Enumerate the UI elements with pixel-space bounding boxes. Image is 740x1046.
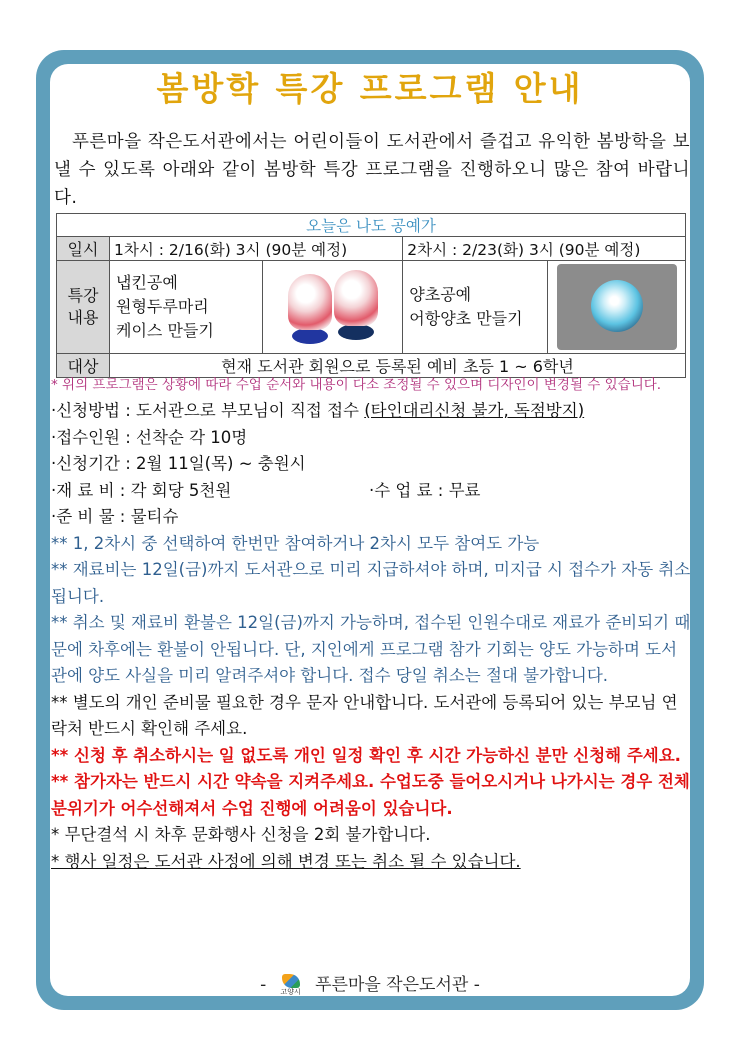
tuition-fee: ·수 업 료 : 무료 bbox=[369, 480, 481, 500]
note-item: * 무단결석 시 차후 문화행사 신청을 2회 불가합니다. bbox=[51, 825, 431, 844]
footer: - 고양시 푸른마을 작은도서관 - bbox=[260, 975, 480, 996]
target-audience: 현재 도서관 회원으로 등록된 예비 초등 1 ~ 6학년 bbox=[110, 354, 686, 378]
note-item: ** 1, 2차시 중 선택하여 한번만 참여하거나 2차시 모두 참여도 가능 bbox=[51, 533, 540, 553]
session-2-date: 2차시 : 2/23(화) 3시 (90분 예정) bbox=[403, 237, 686, 261]
adjustment-notice: * 위의 프로그램은 상황에 따라 수업 순서와 내용이 다소 조정될 수 있으며 디자인이 변경될 수 있습니다. bbox=[51, 377, 662, 393]
supplies-line: ·준 비 물 : 물티슈 bbox=[51, 507, 179, 526]
notes-section bbox=[51, 374, 691, 875]
city-logo-icon: 고양시 bbox=[276, 974, 306, 996]
note-item: * 행사 일정은 도서관 사정에 의해 변경 또는 취소 될 수 있습니다. bbox=[51, 851, 521, 871]
schedule-label: 일시 bbox=[57, 237, 110, 261]
notes-list bbox=[51, 531, 691, 876]
note-item: ** 신청 후 취소하시는 일 없도록 개인 일정 확인 후 시간 가능하신 분만 신청해 주세요. bbox=[51, 745, 681, 765]
material-fee: ·재 료 비 : 각 회당 5천원 bbox=[51, 480, 232, 500]
course-2-cell bbox=[403, 261, 686, 354]
content-label: 특강 내용 bbox=[57, 261, 110, 354]
page-title: 봄방학 특강 프로그램 안내 bbox=[156, 69, 584, 108]
note-item: ** 참가자는 반드시 시간 약속을 지켜주세요. 수업도중 들어오시거나 나가시는 경우 전체 분위기가 어수선해져서 수업 진행에 어려움이 있습니다. bbox=[51, 772, 690, 818]
application-method: ·신청방법 : 도서관으로 부모님이 직접 접수 (타인대리신청 불가, 독점방지) bbox=[51, 401, 585, 420]
target-label: 대상 bbox=[57, 354, 110, 378]
program-subtitle: 오늘은 나도 공예가 bbox=[57, 214, 686, 237]
candle-craft-photo bbox=[547, 261, 685, 353]
note-item: ** 재료비는 12일(금)까지 도서관으로 미리 지급하셔야 하며, 미지급 시 접수가 자동 취소됩니다. bbox=[51, 560, 691, 606]
capacity-line: ·접수인원 : 선착순 각 10명 bbox=[51, 427, 248, 447]
library-name: 푸른마을 작은도서관 bbox=[315, 975, 469, 995]
program-table bbox=[56, 213, 686, 378]
note-item: ** 별도의 개인 준비물 필요한 경우 문자 안내합니다. 도서관에 등록되어 있는 부모님 연락처 반드시 확인해 주세요. bbox=[51, 692, 678, 738]
course-1-description: 냅킨공예 원형두루마리 케이스 만들기 bbox=[110, 261, 263, 354]
note-item: ** 취소 및 재료비 환불은 12일(금)까지 가능하며, 접수된 인원수대로 재료가 준비되기 때문에 차후에는 환불이 안됩니다. 단, 지인에게 프로그램 참가 기회는 양도 가능하며 도서관에 양도 사실을 미리 알려주셔야 합니다. 접수 당일 취소는 절대 불가합니다. bbox=[51, 613, 691, 685]
intro-paragraph: 푸른마을 작은도서관에서는 어린이들이 도서관에서 즐겁고 유익한 봄방학을 보낼 수 있도록 아래와 같이 봄방학 특강 프로그램을 진행하오니 많은 참여 바랍니다. bbox=[54, 132, 690, 208]
napkin-craft-photo bbox=[263, 261, 403, 354]
method-restriction-note: (타인대리신청 불가, 독점방지) bbox=[364, 401, 585, 420]
course-2-description: 양초공예 어항양초 만들기 bbox=[409, 285, 523, 328]
fees-line bbox=[51, 478, 691, 505]
period-line: ·신청기간 : 2월 11일(목) ~ 충원시 bbox=[51, 454, 306, 473]
session-1-date: 1차시 : 2/16(화) 3시 (90분 예정) bbox=[110, 237, 403, 261]
